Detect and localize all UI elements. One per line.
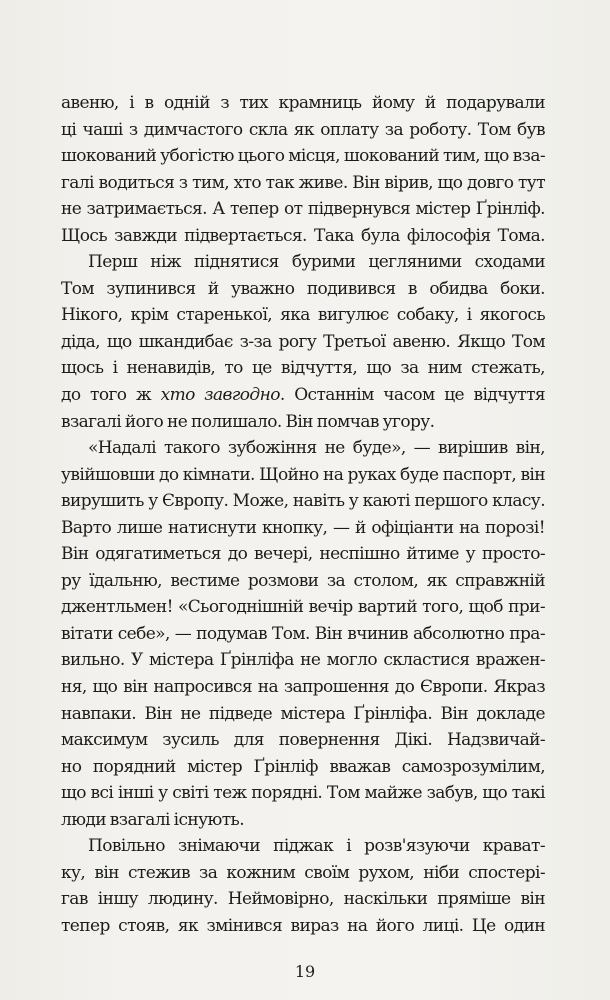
text-line: щось і ненавидів, то це відчуття, що за ним стежать, — [61, 358, 545, 379]
text-line: взагалі його не полишало. Він помчав угору. — [61, 411, 435, 432]
text-line: увійшовши до кімнати. Щойно на руках буде паспорт, він — [61, 464, 545, 485]
text-line: шокований убогістю цього місця, шокований тим, що вза- — [61, 146, 545, 167]
text-line: Він одягатиметься до вечері, неспішно йтиме у просто- — [61, 544, 545, 565]
text-line: Варто лише натиснути кнопку, — й офіціанти на порозі! — [61, 517, 545, 538]
text-line: Щось завжди підвертається. Така була філософія Тома. — [61, 225, 545, 246]
text-line: люди взагалі існують. — [61, 809, 245, 830]
text-line: галі водиться з тим, хто так живе. Він вірив, що довго тут — [61, 172, 545, 193]
text-line: ру їдальню, вестиме розмови за столом, як справжній — [61, 570, 545, 591]
text-line: Нікого, крім старенької, яка вигулює собаку, і якогось — [61, 305, 545, 326]
text-line: гав іншу людину. Неймовірно, наскільки пряміше він — [61, 889, 545, 910]
text-line: вирушить у Європу. Може, навіть у каюті першого класу. — [61, 491, 545, 512]
text-line: вильно. У містера Ґрінліфа не могло скластися вражен- — [61, 650, 545, 671]
text-segment: до того ж — [61, 385, 161, 406]
text-segment: . Останнім часом це відчуття — [279, 385, 546, 406]
italic-phrase: хто завгодно — [160, 385, 280, 406]
text-line: ку, він стежив за кожним своїм рухом, ніби спостері- — [61, 862, 545, 883]
body-text — [61, 90, 545, 940]
text-line: Том зупинився й уважно подивився в обидва боки. — [61, 278, 545, 299]
text-line: «Надалі такого зубожіння не буде», — вирішив він, — [88, 438, 545, 459]
text-line: ці чаші з димчастого скла як оплату за роботу. Том був — [61, 119, 545, 140]
text-line: максимум зусиль для повернення Дікі. Надзвичай- — [61, 730, 545, 751]
text-line: Перш ніж піднятися бурими цегляними сходами — [88, 252, 545, 273]
page-number: 19 — [294, 962, 316, 981]
text-line: Повільно знімаючи піджак і розв'язуючи крават- — [88, 836, 545, 857]
text-line: не затримається. А тепер от підвернувся містер Ґрінліф. — [61, 199, 545, 220]
text-line: що всі інші у світі теж порядні. Том майже забув, що такі — [61, 783, 545, 804]
text-line: навпаки. Він не підведе містера Ґрінліфа. Він докладе — [61, 703, 545, 724]
text-line: джентльмен! «Сьогоднішній вечір вартий того, щоб при- — [61, 597, 545, 618]
text-line: но порядний містер Ґрінліф вважав самозрозумілим, — [61, 756, 545, 777]
text-line: вітати себе», — подумав Том. Він вчинив абсолютно пра- — [61, 623, 545, 644]
text-line — [61, 382, 545, 409]
text-line: тепер стояв, як змінився вираз на його лиці. Це один — [61, 915, 545, 936]
text-line: ня, що він напросився на запрошення до Європи. Якраз — [61, 677, 545, 698]
text-line: діда, що шкандибає з-за рогу Третьої авеню. Якщо Том — [61, 331, 545, 352]
text-line: авеню, і в одній з тих крамниць йому й подарували — [61, 93, 545, 113]
